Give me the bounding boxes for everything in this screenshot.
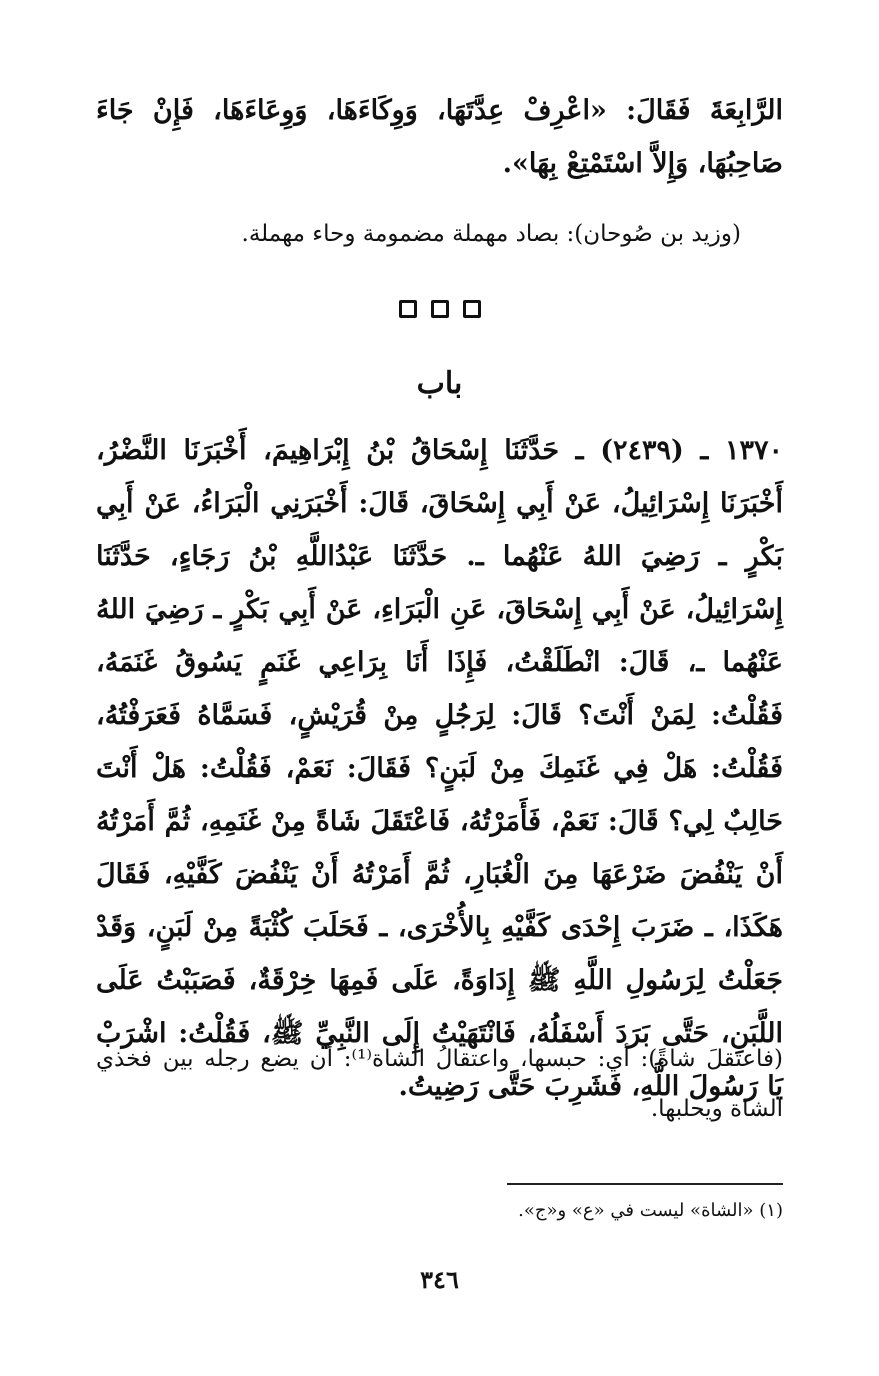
separator-square-icon	[463, 300, 481, 318]
page-number: ٣٤٦	[420, 1265, 459, 1294]
chapter-heading: باب	[416, 366, 463, 401]
note-sawhan: (وزيد بن صُوحان): بصاد مهملة مضمومة وحاء مهملة.	[241, 221, 741, 247]
paragraph-top: الرَّابِعَةَ فَقَالَ: «اعْرِفْ عِدَّتَهَا، وَوِكَاءَهَا، وَوِعَاءَهَا، فَإِنْ جَاءَ صَاحِبُهَا، وَإِلاَّ اسْتَمْتِعْ بِهَا».	[96, 95, 783, 179]
footnote-divider	[507, 1183, 783, 1185]
separator-square-icon	[431, 300, 449, 318]
hadith-paragraph: ١٣٧٠ ـ (٢٤٣٩) ـ حَدَّثَنَا إِسْحَاقُ بْنُ إِبْرَاهِيمَ، أَخْبَرَنَا النَّضْرُ، أَخْبَرَنَا إِسْرَائِيلُ، عَنْ أَبِي إِسْحَاقَ، قَالَ: أَخْبَرَنِي الْبَرَاءُ، عَنْ أَبِي بَكْرٍ ـ رَضِيَ اللهُ عَنْهُما ـ. حَدَّثَنَا عَبْدُاللَّهِ بْنُ رَجَاءٍ، حَدَّثَنَا إِسْرَائِيلُ، عَنْ أَبِي إِسْحَاقَ، عَنِ الْبَرَاءِ، عَنْ أَبِي بَكْرٍ ـ رَضِيَ اللهُ عَنْهُما ـ، قَالَ: انْطَلَقْتُ، فَإِذَا أَنَا بِرَاعِي غَنَمٍ يَسُوقُ غَنَمَهُ، فَقُلْتُ: لِمَنْ أَنْتَ؟ قَالَ: لِرَجُلٍ مِنْ قُرَيْشٍ، فَسَمَّاهُ فَعَرَفْتُهُ، فَقُلْتُ: هَلْ فِي غَنَمِكَ مِنْ لَبَنٍ؟ فَقَالَ: نَعَمْ، فَقُلْتُ: هَلْ أَنْتَ حَالِبٌ لِي؟ قَالَ: نَعَمْ، فَأَمَرْتُهُ، فَاعْتَقَلَ شَاةً مِنْ غَنَمِهِ، ثُمَّ أَمَرْتُهُ أَنْ يَنْفُضَ ضَرْعَهَا مِنَ الْغُبَارِ، ثُمَّ أَمَرْتُهُ أَنْ يَنْفُضَ كَفَّيْهِ، فَقَالَ هَكَذَا، ـ ضَرَبَ إِحْدَى كَفَّيْهِ بِالأُخْرَى، ـ فَحَلَبَ كُثْبَةً مِنْ لَبَنٍ، وَقَدْ جَعَلْتُ لِرَسُولِ اللَّهِ ﷺ إِدَاوَةً، عَلَى فَمِهَا خِرْقَةٌ، فَصَبَبْتُ عَلَى اللَّبَنِ، حَتَّى بَرَدَ أَسْفَلُهُ، فَانْتَهَيْتُ إِلَى النَّبِيِّ ﷺ، فَقُلْتُ: اشْرَبْ يَا رَسُولَ اللَّهِ، فَشَرِبَ حَتَّى رَضِيتُ.	[96, 435, 784, 1102]
note-itaqala: (فاعتقلَ شاةً): أي: حبسها، واعتقالُ الشاة⁽¹⁾: أن يضع رجله بين فخذي الشاة ويحلبها.	[96, 1046, 783, 1122]
section-separator	[0, 300, 879, 318]
separator-square-icon	[399, 300, 417, 318]
footnote: (١) «الشاة» ليست في «ع» و«ج».	[518, 1200, 783, 1221]
